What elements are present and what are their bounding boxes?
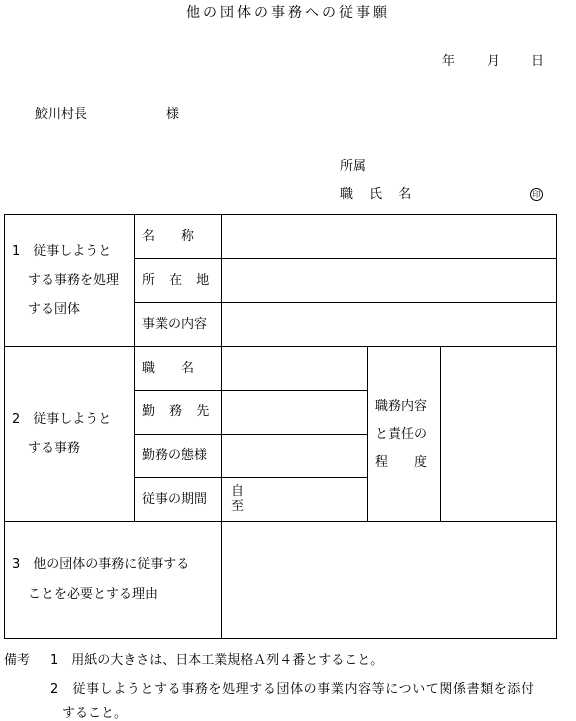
notes-label: 備考 bbox=[4, 653, 31, 668]
duty-label-line: 職務内容 bbox=[375, 399, 428, 414]
period-from-label: 自 bbox=[231, 484, 245, 499]
section-2-heading-line: する事務 bbox=[28, 441, 81, 456]
addressee-honorific: 様 bbox=[166, 107, 180, 122]
table-rule bbox=[134, 258, 557, 259]
section-3-heading-line: ことを必要とする理由 bbox=[28, 587, 159, 602]
field-label-period: 従事の期間 bbox=[142, 492, 208, 507]
addressee-name: 鮫川村長 bbox=[35, 107, 88, 122]
seal-icon: 印 bbox=[530, 188, 543, 201]
table-border-left bbox=[4, 214, 5, 639]
section-1-heading-line: する団体 bbox=[28, 302, 81, 317]
applicant-name-label: 職 氏 名 bbox=[340, 187, 418, 202]
section-1-heading-line: する事務を処理 bbox=[28, 273, 120, 288]
table-rule bbox=[134, 477, 368, 478]
table-rule bbox=[221, 214, 222, 639]
field-label-location: 所 在 地 bbox=[142, 273, 215, 288]
page-title: 他の団体の事務への従事願 bbox=[186, 5, 390, 21]
table-rule bbox=[440, 346, 441, 522]
section-1-heading-line: 1 従事しようと bbox=[12, 244, 112, 259]
duty-label-line: と責任の bbox=[375, 427, 428, 442]
date-year: 年 bbox=[442, 54, 456, 69]
field-label-workplace: 勤 務 先 bbox=[142, 404, 215, 419]
seal-mark bbox=[530, 187, 543, 201]
period-to-label: 至 bbox=[231, 499, 245, 514]
field-label-org-name: 名 称 bbox=[142, 229, 195, 244]
applicant-affiliation: 所属 bbox=[340, 159, 367, 174]
table-rule bbox=[134, 434, 368, 435]
table-border-bottom bbox=[4, 638, 557, 639]
field-label-position: 職 名 bbox=[142, 361, 195, 376]
table-border-top bbox=[4, 214, 557, 215]
field-label-work-mode: 勤務の態様 bbox=[142, 448, 208, 463]
table-rule bbox=[4, 346, 557, 347]
table-rule bbox=[134, 214, 135, 522]
note-item: 1 用紙の大きさは、日本工業規格Ａ列４番とすること。 bbox=[50, 653, 384, 668]
table-rule bbox=[134, 390, 368, 391]
table-border-right bbox=[556, 214, 557, 639]
date-month: 月 bbox=[487, 54, 501, 69]
note-item: 2 従事しようとする事務を処理する団体の事業内容等について関係書類を添付 bbox=[50, 682, 535, 697]
table-rule bbox=[367, 346, 368, 522]
date-day: 日 bbox=[531, 54, 545, 69]
table-rule bbox=[134, 302, 557, 303]
section-3-heading-line: 3 他の団体の事務に従事する bbox=[12, 557, 190, 572]
note-item: すること。 bbox=[62, 706, 128, 721]
section-2-heading-line: 2 従事しようと bbox=[12, 412, 112, 427]
table-rule bbox=[4, 521, 557, 522]
duty-label-line: 程 度 bbox=[375, 455, 428, 470]
field-label-business: 事業の内容 bbox=[142, 317, 208, 332]
